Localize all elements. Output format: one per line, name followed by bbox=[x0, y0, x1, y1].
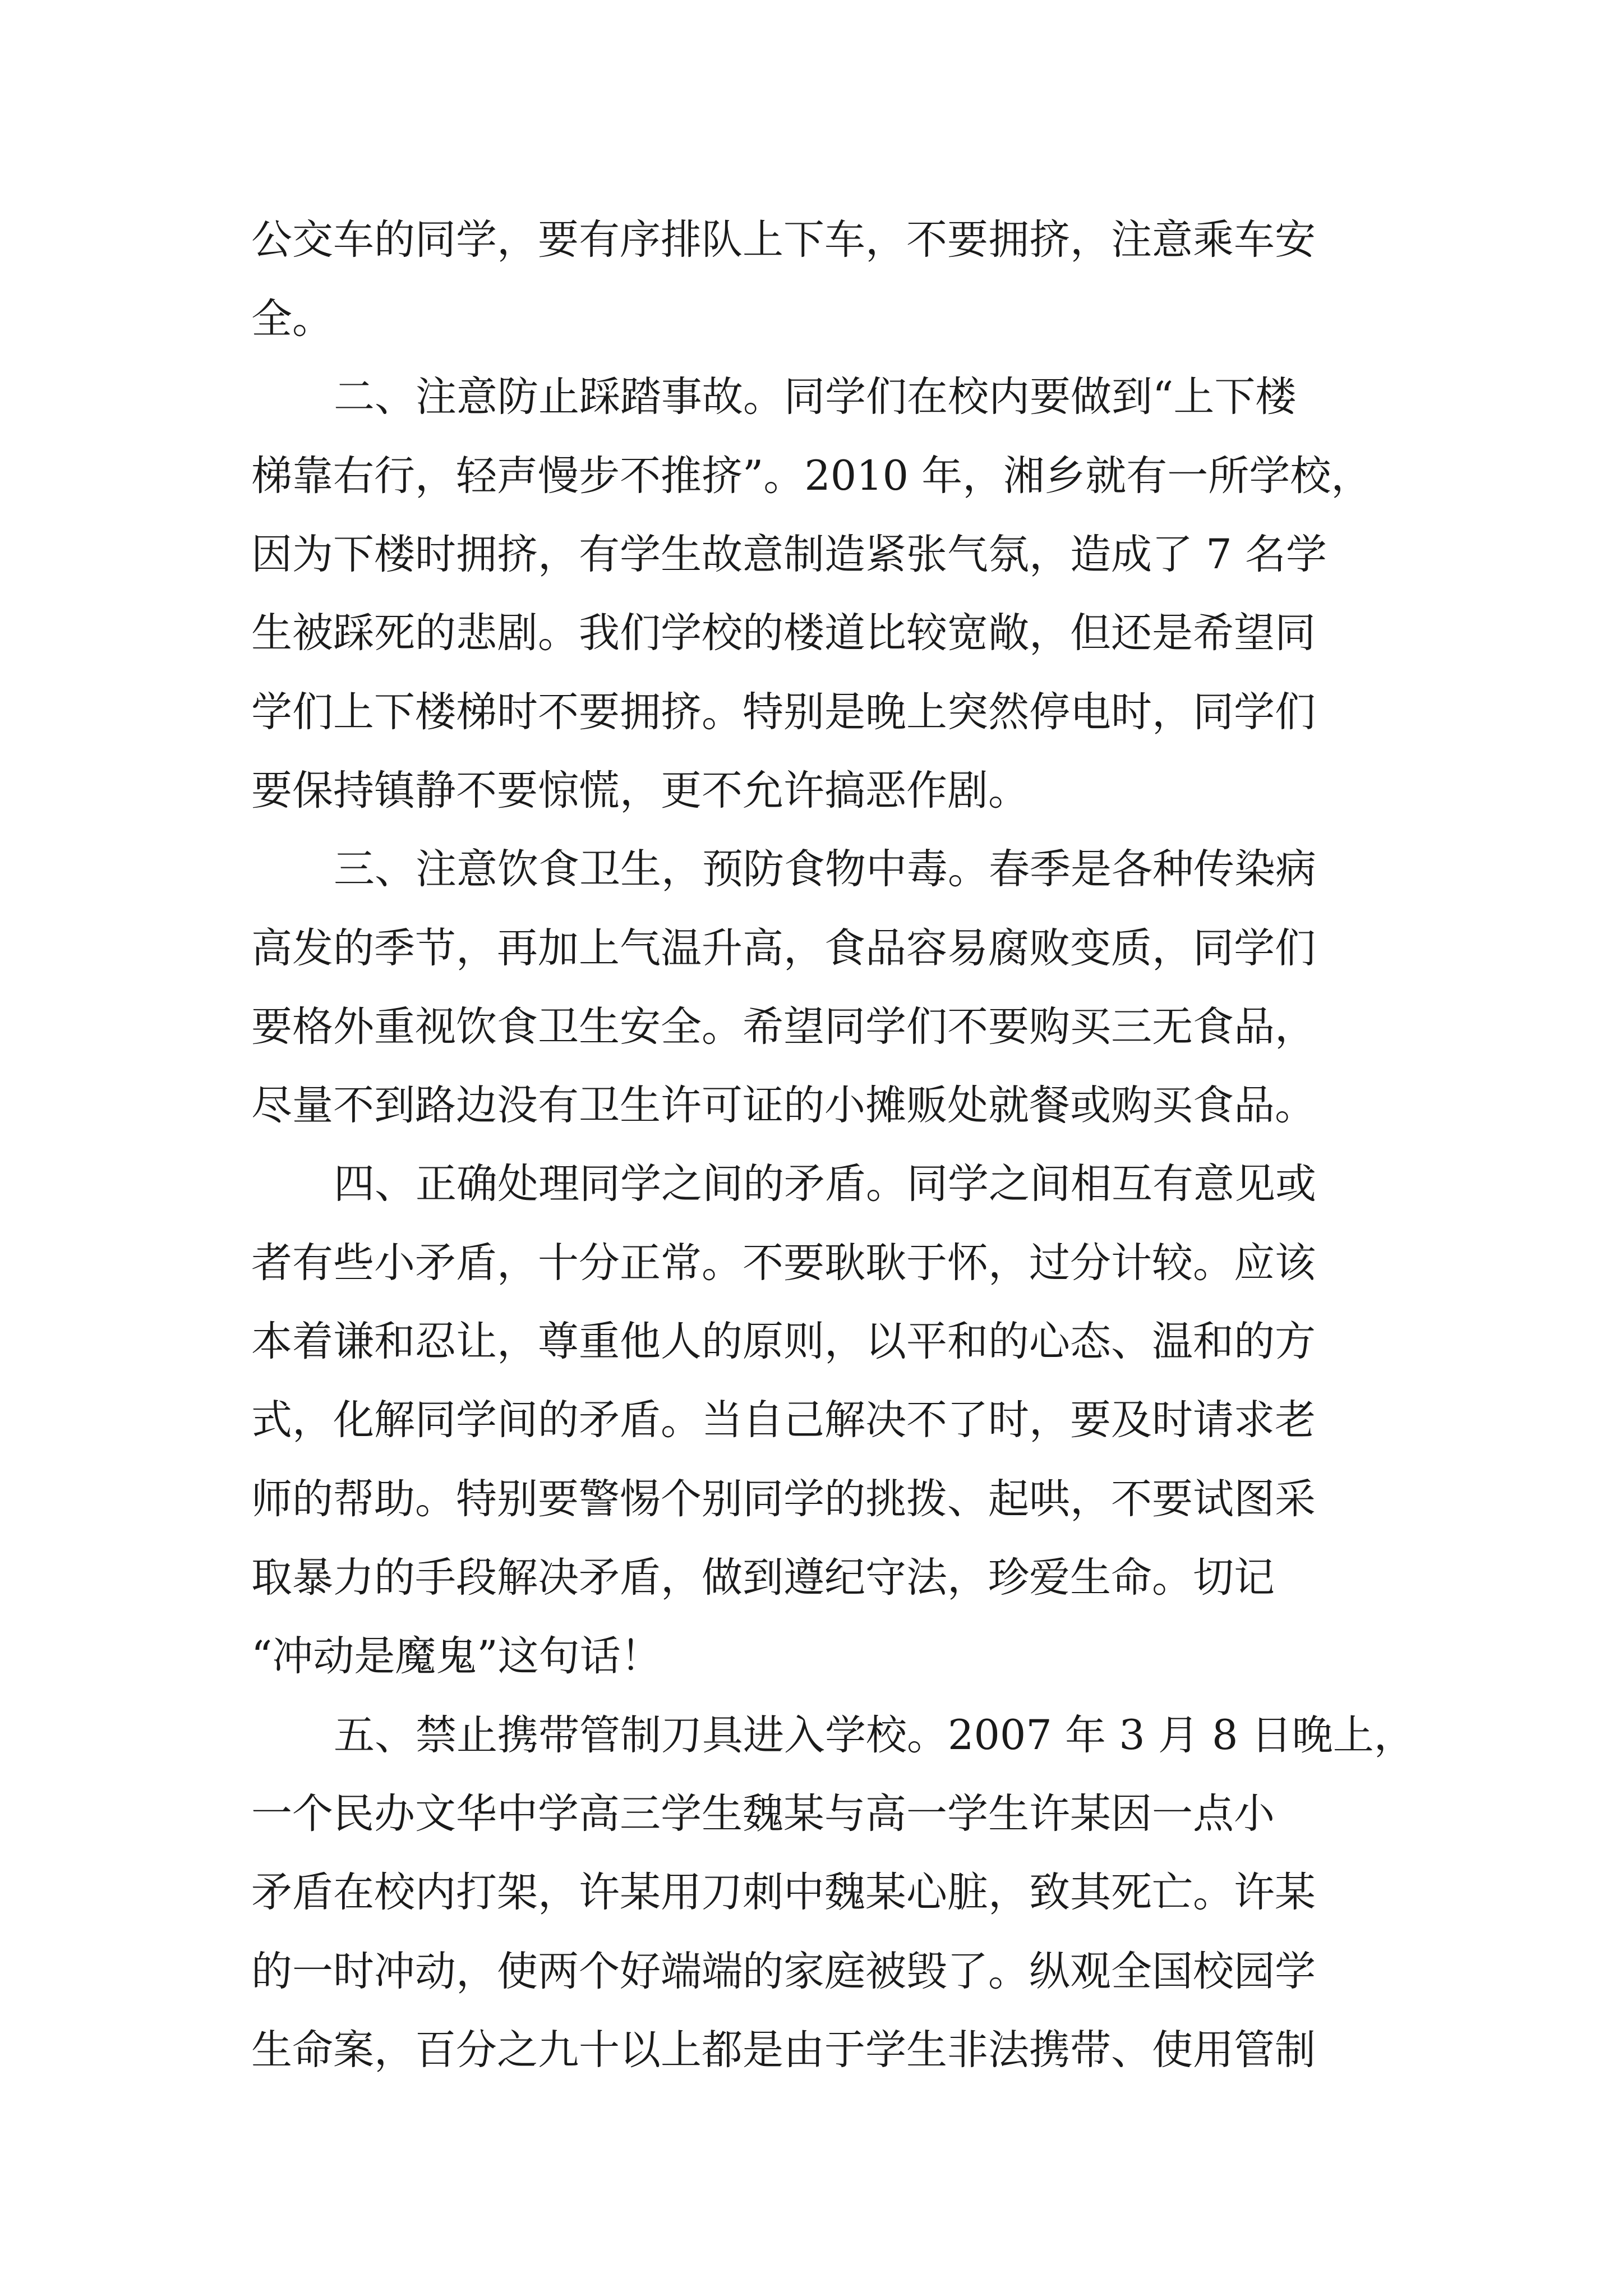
paragraph-first-line: 二、注意防止踩踏事故。同学们在校内要做到“上下楼 bbox=[334, 373, 1297, 421]
text-line: 因为下楼时拥挤，有学生故意制造紧张气氛，造成了 7 名学 bbox=[251, 531, 1327, 578]
paragraph-first-line: 四、正确处理同学之间的矛盾。同学之间相互有意见或 bbox=[334, 1160, 1316, 1208]
paragraph-first-line: 三、注意饮食卫生，预防食物中毒。春季是各种传染病 bbox=[334, 845, 1316, 893]
text-line: 本着谦和忍让，尊重他人的原则，以平和的心态、温和的方 bbox=[251, 1318, 1316, 1365]
text-line: 的一时冲动，使两个好端端的家庭被毁了。纵观全国校园学 bbox=[251, 1948, 1316, 1995]
text-line: “冲动是魔鬼”这句话！ bbox=[251, 1632, 662, 1680]
text-line: 式，化解同学间的矛盾。当自己解决不了时，要及时请求老 bbox=[251, 1396, 1316, 1444]
text-line: 高发的季节，再加上气温升高，食品容易腐败变质，同学们 bbox=[251, 924, 1316, 972]
text-line: 取暴力的手段解决矛盾，做到遵纪守法，珍爱生命。切记 bbox=[251, 1554, 1275, 1602]
text-line: 全。 bbox=[251, 295, 333, 343]
text-line: 生被踩死的悲剧。我们学校的楼道比较宽敞，但还是希望同 bbox=[251, 609, 1316, 657]
text-line: 公交车的同学，要有序排队上下车，不要拥挤，注意乘车安 bbox=[251, 216, 1316, 264]
text-line: 矛盾在校内打架，许某用刀刺中魏某心脏，致其死亡。许某 bbox=[251, 1869, 1316, 1916]
text-line: 要保持镇静不要惊慌，更不允许搞恶作剧。 bbox=[251, 767, 1029, 815]
text-line: 要格外重视饮食卫生安全。希望同学们不要购买三无食品， bbox=[251, 1003, 1316, 1051]
text-line: 学们上下楼梯时不要拥挤。特别是晚上突然停电时，同学们 bbox=[251, 688, 1316, 736]
paragraph-first-line: 五、禁止携带管制刀具进入学校。2007 年 3 月 8 日晚上， bbox=[334, 1711, 1415, 1759]
text-line: 生命案，百分之九十以上都是由于学生非法携带、使用管制 bbox=[251, 2026, 1316, 2074]
text-line: 一个民办文华中学高三学生魏某与高一学生许某因一点小 bbox=[251, 1790, 1275, 1838]
text-line: 尽量不到路边没有卫生许可证的小摊贩处就餐或购买食品。 bbox=[251, 1082, 1316, 1129]
text-line: 者有些小矛盾，十分正常。不要耿耿于怀，过分计较。应该 bbox=[251, 1239, 1316, 1287]
text-line: 梯靠右行，轻声慢步不推挤”。2010 年，湘乡就有一所学校， bbox=[251, 452, 1372, 500]
text-line: 师的帮助。特别要警惕个别同学的挑拨、起哄，不要试图采 bbox=[251, 1475, 1316, 1523]
